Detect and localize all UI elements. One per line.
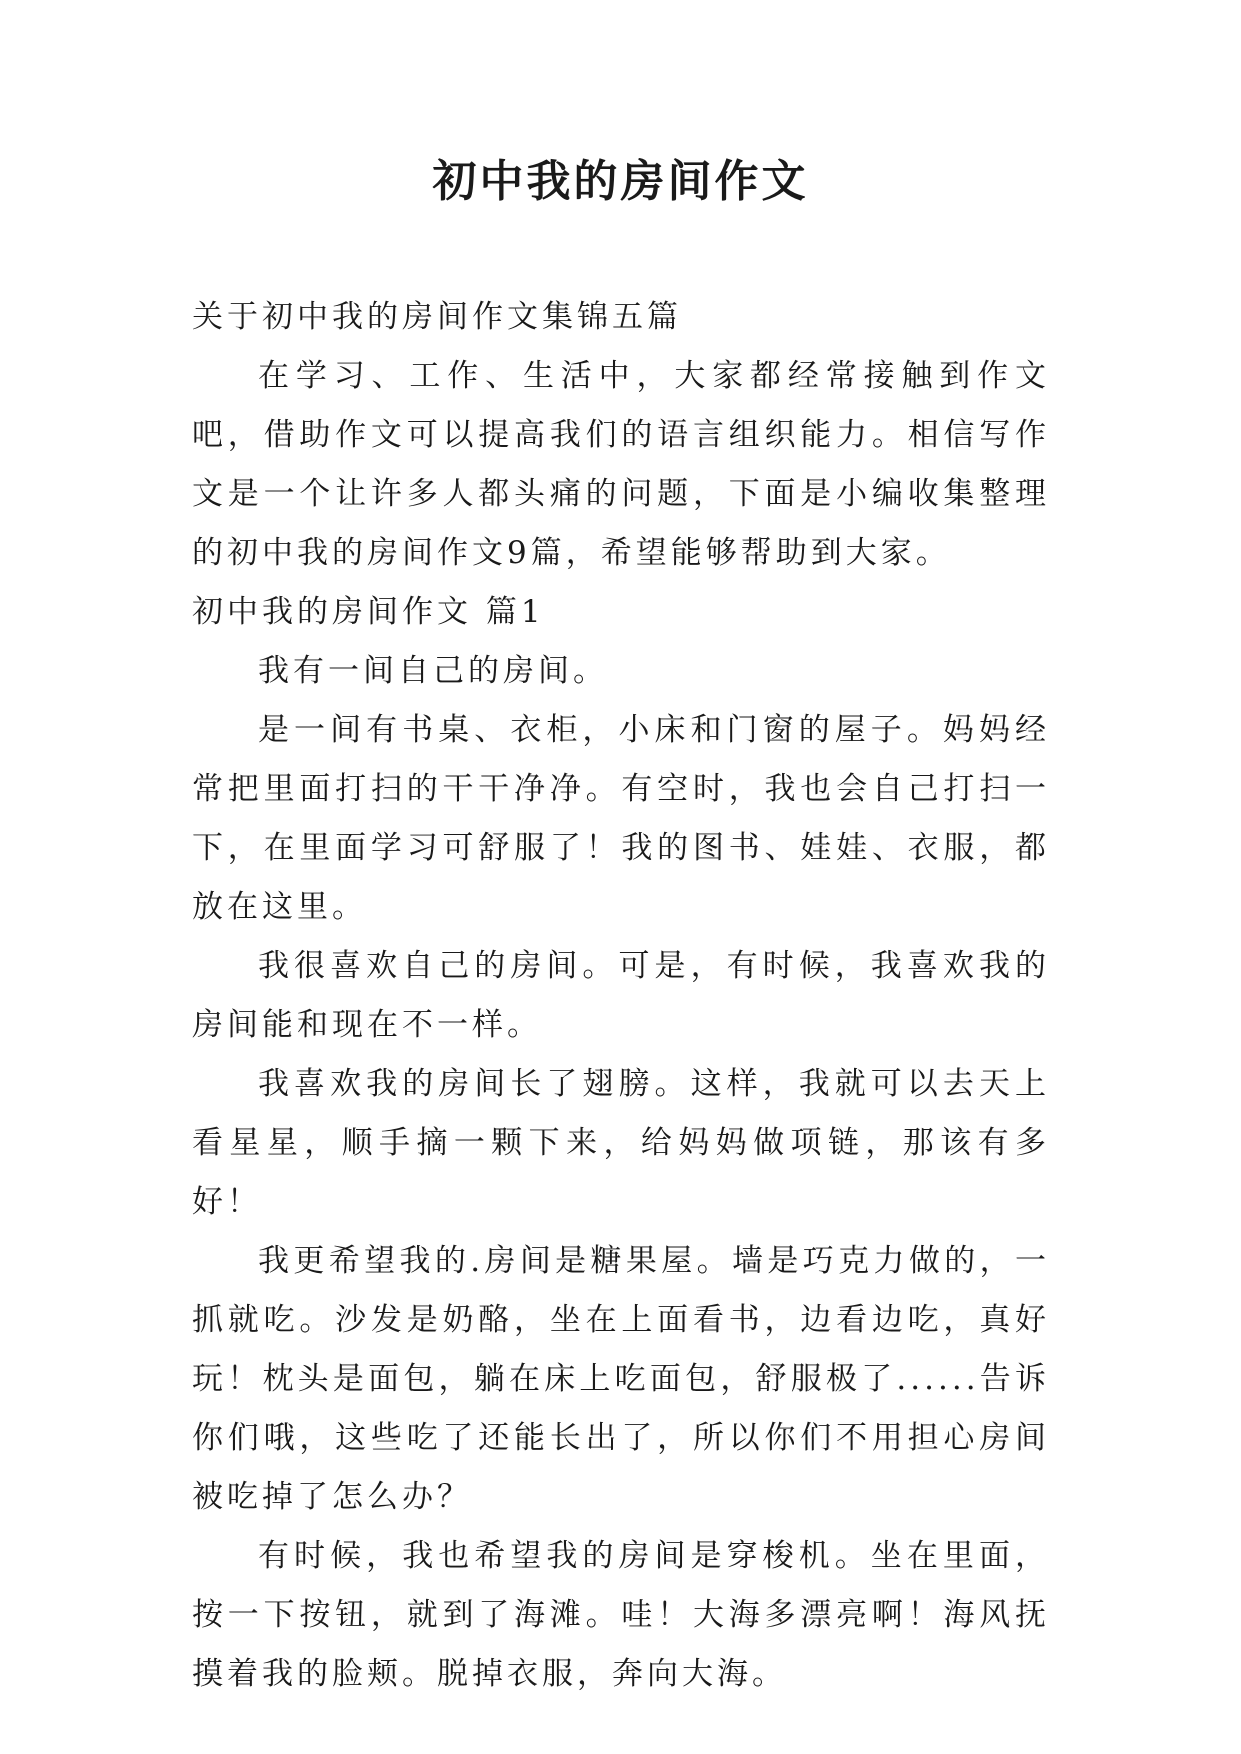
body-paragraph: 我喜欢我的房间长了翅膀。这样，我就可以去天上看星星，顺手摘一颗下来，给妈妈做项链，那该有多好！: [192, 1066, 1050, 1220]
intro-paragraph: 在学习、工作、生活中，大家都经常接触到作文吧，借助作文可以提高我们的语言组织能力。相信写作文是一个让许多人都头痛的问题，下面是小编收集整理的初中我的房间作文9篇，希望能够帮助到大家。: [192, 358, 1050, 571]
subtitle-paragraph: 关于初中我的房间作文集锦五篇: [192, 299, 682, 335]
body-paragraph: 是一间有书桌、衣柜，小床和门窗的屋子。妈妈经常把里面打扫的干干净净。有空时，我也会自己打扫一下，在里面学习可舒服了！我的图书、娃娃、衣服，都放在这里。: [192, 712, 1050, 925]
document-title: 初中我的房间作文: [432, 156, 809, 207]
section-heading: 初中我的房间作文 篇1: [192, 594, 545, 630]
body-paragraph: 我有一间自己的房间。: [258, 653, 608, 689]
body-paragraph: 我很喜欢自己的房间。可是，有时候，我喜欢我的房间能和现在不一样。: [192, 948, 1050, 1043]
document-body: [192, 288, 1050, 1704]
body-paragraph: 有时候，我也希望我的房间是穿梭机。坐在里面，按一下按钮，就到了海滩。哇！大海多漂亮啊！海风抚摸着我的脸颊。脱掉衣服，奔向大海。: [192, 1538, 1050, 1692]
body-paragraph: 我更希望我的.房间是糖果屋。墙是巧克力做的，一抓就吃。沙发是奶酪，坐在上面看书，边看边吃，真好玩！枕头是面包，躺在床上吃面包，舒服极了......告诉你们哦，这些吃了还能长出了，所以你们不用担心房间被吃掉了怎么办？: [192, 1243, 1050, 1515]
